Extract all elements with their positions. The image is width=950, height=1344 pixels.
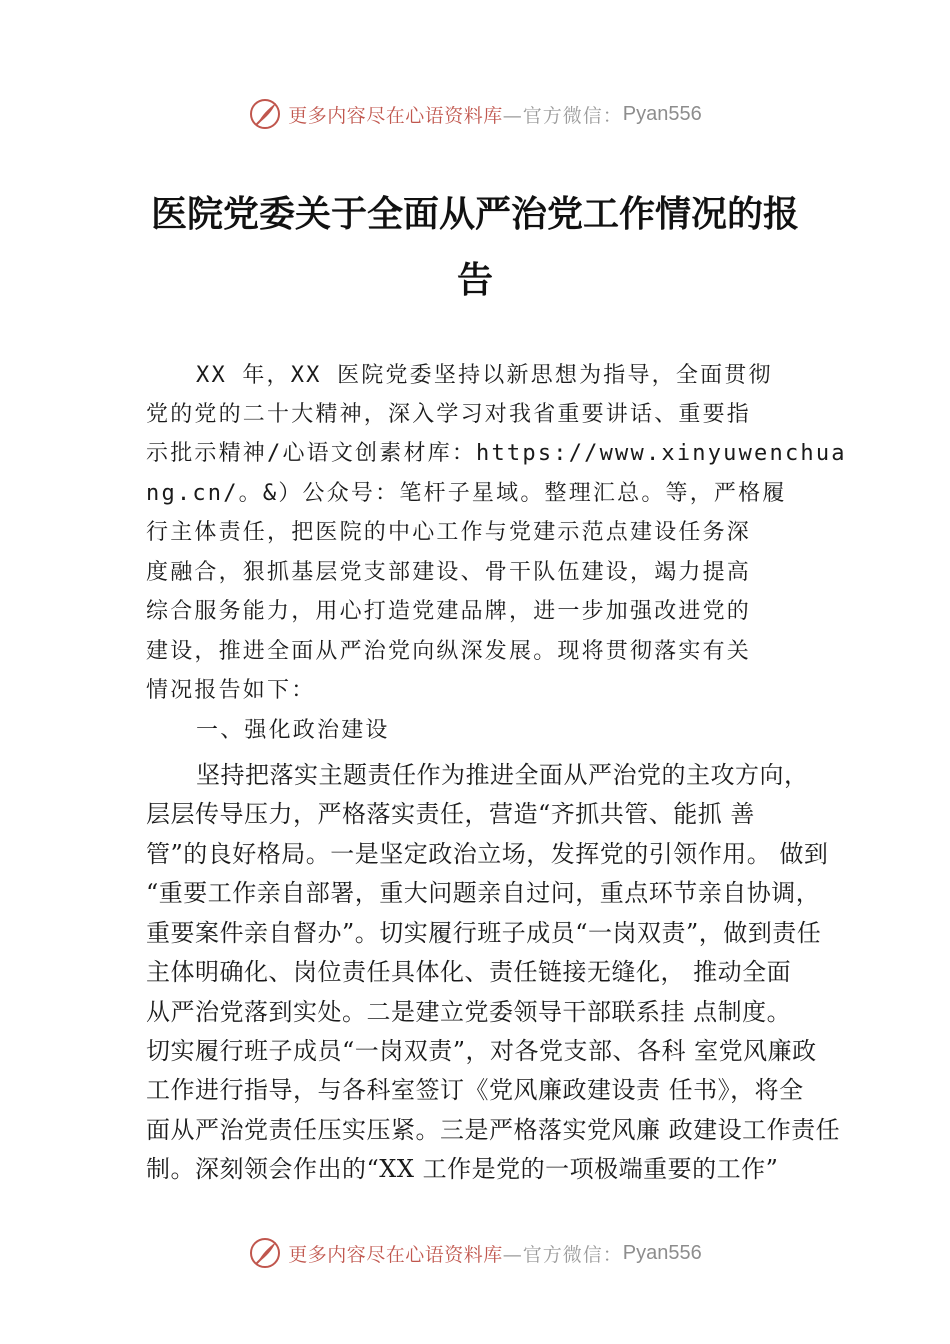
body-line: 工作进行指导，与各科室签订《党风廉政建设责 任书》，将全: [146, 1076, 804, 1104]
intro-line: XX 年，XX 医院党委坚持以新思想为指导，全面贯彻: [196, 363, 773, 388]
body-line: 重要案件亲自督办”。切实履行班子成员“一岗双责”，做到责任: [146, 919, 822, 947]
quill-logo-icon: [248, 97, 282, 131]
intro-line: 建设，推进全面从严治党向纵深发展。现将贯彻落实有关: [146, 639, 752, 664]
body-line: 制。深刻领会作出的“XX 工作是党的一项极端重要的工作”: [146, 1155, 779, 1183]
intro-line: 示批示精神/心语文创素材库：https://www.xinyuwenchua: [146, 441, 847, 466]
watermark-wechat-id: Pyan556: [622, 102, 702, 125]
intro-line: 度融合，狠抓基层党支部建设、骨干队伍建设，竭力提高: [146, 560, 752, 585]
body-line: 层层传导压力，严格落实责任，营造“齐抓共管、能抓 善: [146, 800, 755, 828]
watermark-site-text: 更多内容尽在心语资料库: [288, 104, 503, 127]
watermark-dash-label: —官方微信：: [502, 1243, 623, 1266]
watermark-banner-bottom: [0, 1233, 950, 1273]
watermark-wechat-id: Pyan556: [622, 1241, 702, 1264]
body-line: 主体明确化、岗位责任具体化、责任链接无缝化， 推动全面: [146, 958, 792, 986]
intro-line: 行主体责任，把医院的中心工作与党建示范点建设任务深: [146, 520, 752, 545]
body-line: 切实履行班子成员“一岗双责”，对各党支部、各科 室党风廉政: [146, 1037, 817, 1065]
body-line: 管”的良好格局。一是坚定政治立场，发挥党的引领作用。 做到: [146, 840, 829, 868]
intro-line: 党的党的二十大精神，深入学习对我省重要讲话、重要指: [146, 402, 752, 427]
intro-line: ng.cn/。&）公众号：笔杆子星域。整理汇总。等，严格履: [146, 481, 787, 506]
body-line: “重要工作亲自部署，重大问题亲自过问，重点环节亲自协调，: [146, 879, 821, 907]
body-line: 面从严治党责任压实压紧。三是严格落实党风廉 政建设工作责任: [146, 1116, 841, 1144]
body-line: 坚持把落实主题责任作为推进全面从严治党的主攻方向，: [196, 761, 809, 789]
watermark-dash-label: —官方微信：: [502, 104, 623, 127]
body-line: 从严治党落到实处。二是建立党委领导干部联系挂 点制度。: [146, 998, 792, 1026]
intro-line: 综合服务能力，用心打造党建品牌，进一步加强改进党的: [146, 599, 752, 624]
document-title-line-1: 医院党委关于全面从严治党工作情况的报: [150, 193, 799, 235]
section-heading: 一、强化政治建设: [196, 718, 390, 743]
quill-logo-icon: [248, 1236, 282, 1270]
document-title-line-2: 告: [456, 259, 493, 301]
intro-line: 情况报告如下：: [146, 678, 316, 703]
watermark-banner-top: [0, 94, 950, 134]
watermark-site-text: 更多内容尽在心语资料库: [288, 1243, 503, 1266]
